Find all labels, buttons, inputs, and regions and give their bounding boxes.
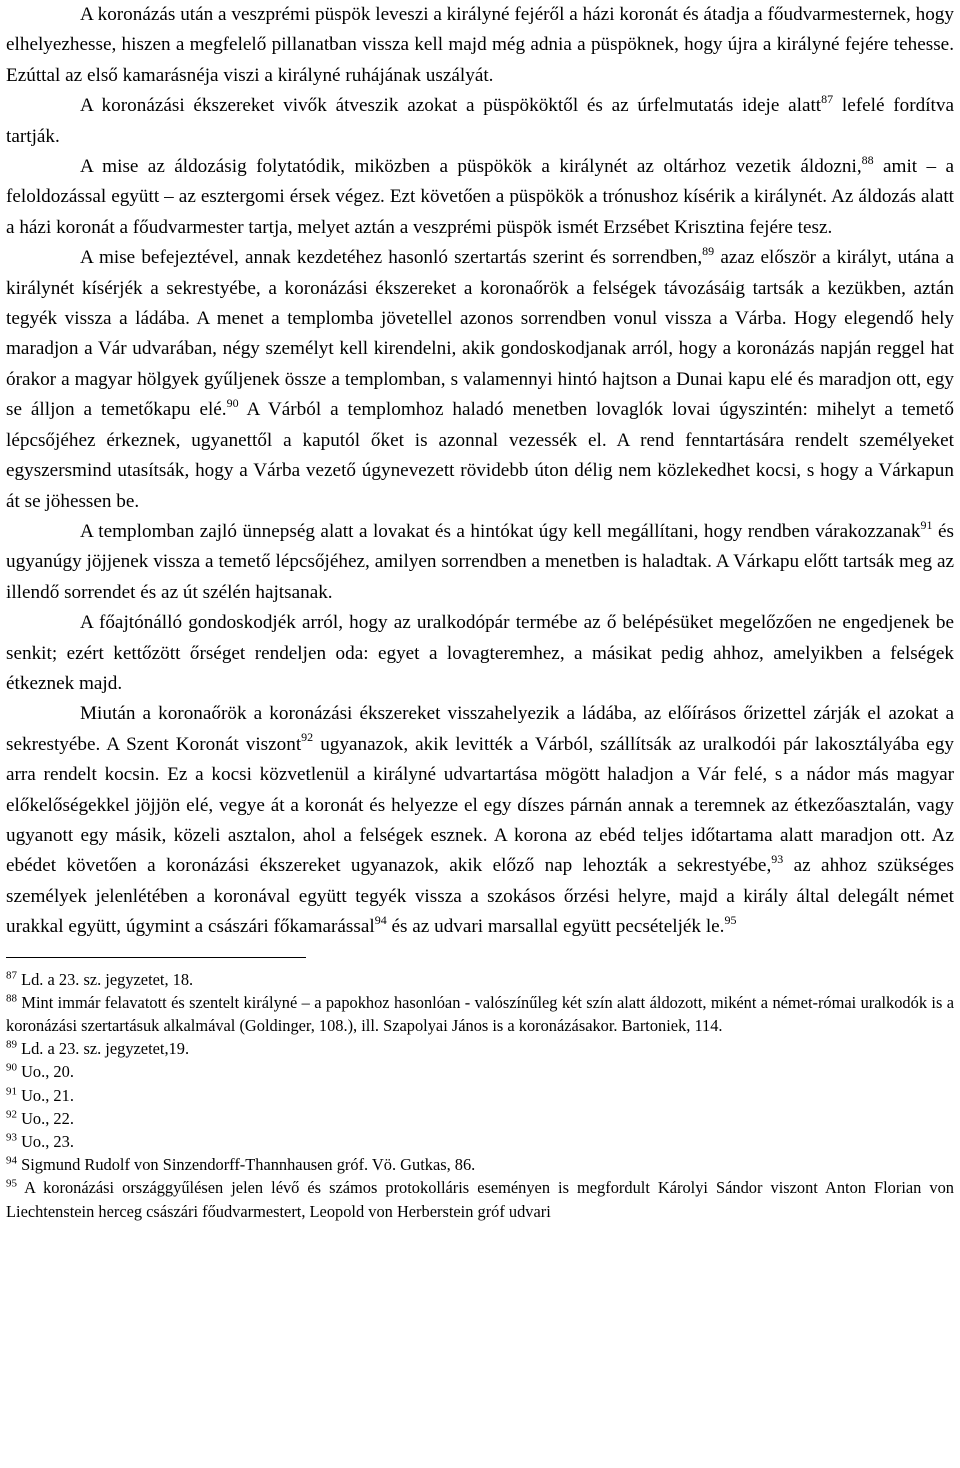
footnote-reference: 91	[920, 517, 933, 532]
footnote-reference: 95	[724, 912, 737, 927]
paragraph-text: és ugyanúgy jöjjenek vissza a temető lépcsőjéhez, amilyen sorrendben a menetben is haladtak. A Várkapu előtt tartsák meg az illendő sorrendet és az út szélén hajtsanak.	[6, 520, 955, 603]
footnote-item	[6, 1107, 954, 1130]
paragraph	[6, 152, 954, 243]
paragraph	[6, 699, 954, 942]
footnote-reference: 90	[226, 395, 239, 410]
footnote-reference: 93	[771, 851, 784, 866]
paragraph-text: azaz először a királyt, utána a királynét kísérjék a sekrestyébe, a koronázási ékszereket a koronaőrök a felségek távozásáig tartsák a kezükben, aztán tegyék vissza a ládába. A menet a templomba jövetellel azonos sorrendben vonul vissza a Várba. Hogy elegendő hely maradjon a Vár udvarában, négy személyt kell kirendelni, akik gondoskodjanak arról, hogy a koronázás napján reggel hat órakor a magyar hölgyek gyűljenek össze a templomban, s valamennyi hintó hajtson a Dunai kapu elé és maradjon ott, egy se álljon a temetőkapu elé.	[6, 247, 954, 421]
paragraph	[6, 91, 954, 152]
paragraph-text: A Várból a templomhoz haladó menetben lovaglók lovai úgyszintén: mihelyt a temető lépcsőjéhez érkeznek, ugyanettől a kaputól őket is azonnal vezessék el. A rend fenntartására rendelt személyeket egyszersmind utasítsák, hogy a Várba vezető úgynevezett rövidebb úton délig nem közlekedhet kocsi, s hogy a Várkapun át se jöhessen be.	[6, 399, 954, 512]
footnote-number: 93	[6, 1131, 17, 1144]
footnote-text: Mint immár felavatott és szentelt királyné – a papokhoz hasonlóan - valószínűleg két szín alatt áldozott, miként a német-római uralkodók is a koronázási szertartásuk alkalmával (Goldinger, 108.), ill. Szapolyai János is a koronázásakor. Bartoniek, 114.	[6, 992, 954, 1035]
footnote-text: Uo., 22.	[17, 1108, 74, 1128]
footnote-number: 87	[6, 969, 17, 982]
document-page	[6, 0, 954, 1223]
footnote-item	[6, 1037, 954, 1060]
paragraph	[6, 0, 954, 91]
footnote-text: Ld. a 23. sz. jegyzetet,19.	[17, 1039, 190, 1059]
paragraph-text: az ahhoz szükséges személyek jelenlétében a koronával együtt tegyék vissza a szokásos őrzési helyre, majd a király által delegált német urakkal együtt, úgymint a császári főkamarással	[6, 855, 954, 938]
footnote-text: Sigmund Rudolf von Sinzendorff-Thannhausen gróf. Vö. Gutkas, 86.	[17, 1155, 476, 1175]
footnote-number: 91	[6, 1085, 17, 1098]
paragraph	[6, 517, 954, 608]
footnote-reference: 89	[702, 243, 715, 258]
footnote-text: Ld. a 23. sz. jegyzetet, 18.	[17, 969, 194, 989]
footnote-reference: 88	[861, 152, 874, 167]
paragraph-text: lefelé fordítva tartják.	[6, 95, 954, 147]
footnote-text: Uo., 23.	[17, 1132, 74, 1152]
paragraph-text: A mise befejeztével, annak kezdetéhez hasonló szertartás szerint és sorrendben,	[80, 247, 703, 269]
footnote-number: 92	[6, 1108, 17, 1121]
footnote-item	[6, 991, 954, 1037]
footnote-item	[6, 1153, 954, 1176]
footnote-item	[6, 1176, 954, 1222]
footnotes	[6, 968, 954, 1223]
paragraph-text: A főajtónálló gondoskodjék arról, hogy az uralkodópár termébe az ő belépésüket megelőzően ne engedjenek be senkit; ezért kettőzött őrséget rendeljen oda: egyet a lovagteremhez, a másikat pedig ahhoz, amelyikben a felségek étkeznek majd.	[6, 612, 954, 694]
footnote-text: Uo., 21.	[17, 1085, 74, 1105]
paragraph	[6, 608, 954, 699]
footnote-item	[6, 1130, 954, 1153]
paragraph	[6, 243, 954, 517]
paragraph-text: amit – a feloldozással együtt – az esztergomi érsek végez. Ezt követően a püspökök a trónushoz kísérik a királynét. Az áldozás alatt a házi koronát a főudvarmester tartja, melyet aztán a veszprémi püspök ismét Erzsébet Krisztina fejére tesz.	[6, 156, 954, 238]
body-text	[6, 0, 954, 943]
paragraph-text: ugyanazok, akik levitték a Várból, szállítsák az uralkodói pár lakosztályába egy arra rendelt kocsin. Ez a kocsi közvetlenül a királyné udvartartása mögött haladjon a Vár felé, s a nádor más magyar előkelőségekkel jöjjön elé, vegye át a koronát és helyezze el egy díszes párnán annak a teremnek az étkezőasztalán, vagy ugyanott egy másik, közeli asztalon, ahol a felségek esznek. A korona az ebéd teljes időtartama alatt maradjon ott. Az ebédet követően a koronázási ékszereket ugyanazok, akik előző nap lehozták a sekrestyébe,	[6, 733, 954, 877]
footnote-text: Uo., 20.	[17, 1062, 74, 1082]
footnote-item	[6, 1084, 954, 1107]
footnote-number: 88	[6, 992, 17, 1005]
footnote-reference: 87	[821, 91, 834, 106]
footnote-number: 90	[6, 1061, 17, 1074]
footnote-separator	[6, 957, 306, 958]
paragraph-text: és az udvari marsallal együtt pecsételjék le.	[386, 916, 725, 938]
footnote-number: 95	[6, 1177, 17, 1190]
footnote-text: A koronázási országgyűlésen jelen lévő és számos protokolláris eseményen is megfordult Károlyi Sándor viszont Anton Florian von Liechtenstein herceg császári főudvarmestert, Leopold von Herberstein gróf udvari	[6, 1178, 954, 1221]
footnote-reference: 94	[374, 912, 387, 927]
footnote-reference: 92	[301, 730, 314, 745]
footnote-item	[6, 1060, 954, 1083]
paragraph-text: A templomban zajló ünnepség alatt a lovakat és a hintókat úgy kell megállítani, hogy rendben várakozzanak	[80, 520, 921, 542]
footnote-number: 94	[6, 1154, 17, 1167]
paragraph-text: Miután a koronaőrök a koronázási ékszereket visszahelyezik a ládába, az előírásos őrizettel zárják el azokat a sekrestyébe. A Szent Koronát viszont	[6, 703, 954, 755]
paragraph-text: A koronázás után a veszprémi püspök leveszi a királyné fejéről a házi koronát és átadja a főudvarmesternek, hogy elhelyezhesse, hiszen a megfelelő pillanatban vissza kell majd még adnia a püspöknek, hogy újra a királyné fejére tehesse. Ezúttal az első kamarásnéja viszi a királyné ruhájának uszályát.	[6, 4, 954, 86]
footnote-item	[6, 968, 954, 991]
paragraph-text: A koronázási ékszereket vivők átveszik azokat a püspököktől és az úrfelmutatás ideje alatt	[80, 95, 822, 117]
footnote-number: 89	[6, 1038, 17, 1051]
paragraph-text: A mise az áldozásig folytatódik, miközben a püspökök a királynét az oltárhoz vezetik áldozni,	[80, 156, 862, 178]
